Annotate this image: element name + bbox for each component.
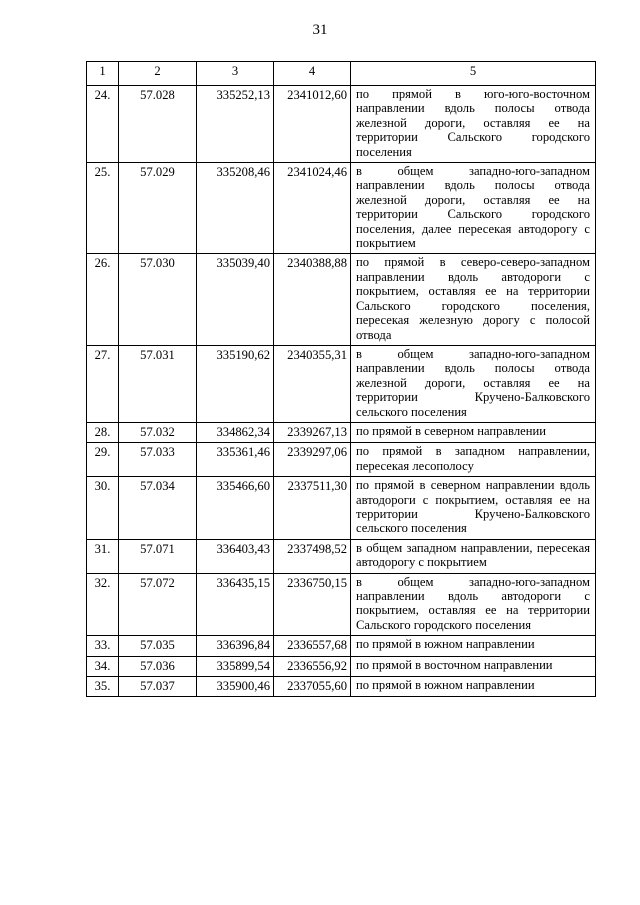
x-coordinate: 335361,46 xyxy=(197,443,274,477)
x-coordinate: 335190,62 xyxy=(197,345,274,422)
row-number: 31. xyxy=(87,539,119,573)
y-coordinate: 2336557,68 xyxy=(274,636,351,656)
table-row xyxy=(87,656,596,676)
row-number: 28. xyxy=(87,422,119,442)
point-id: 57.036 xyxy=(119,656,197,676)
x-coordinate: 335900,46 xyxy=(197,677,274,697)
point-id: 57.072 xyxy=(119,573,197,636)
y-coordinate: 2339267,13 xyxy=(274,422,351,442)
y-coordinate: 2337511,30 xyxy=(274,477,351,540)
header-col-1: 1 xyxy=(87,62,119,86)
row-number: 25. xyxy=(87,163,119,254)
table-header-row xyxy=(87,62,596,86)
page-number: 31 xyxy=(312,22,328,38)
point-id: 57.028 xyxy=(119,86,197,163)
row-number: 24. xyxy=(87,86,119,163)
x-coordinate: 335899,54 xyxy=(197,656,274,676)
x-coordinate: 336435,15 xyxy=(197,573,274,636)
point-id: 57.032 xyxy=(119,422,197,442)
y-coordinate: 2336750,15 xyxy=(274,573,351,636)
table-row xyxy=(87,573,596,636)
x-coordinate: 335039,40 xyxy=(197,254,274,345)
row-number: 29. xyxy=(87,443,119,477)
header-col-4: 4 xyxy=(274,62,351,86)
table-row xyxy=(87,636,596,656)
boundary-description: в общем западно-юго-западном направлении вдоль полосы отвода железной дороги, оставляя ее на территории Кручено-Балковского сельского поселения xyxy=(351,345,596,422)
header-col-2: 2 xyxy=(119,62,197,86)
point-id: 57.071 xyxy=(119,539,197,573)
boundary-description: по прямой в южном направлении xyxy=(351,677,596,697)
row-number: 32. xyxy=(87,573,119,636)
x-coordinate: 335252,13 xyxy=(197,86,274,163)
y-coordinate: 2340388,88 xyxy=(274,254,351,345)
boundary-table xyxy=(86,61,596,697)
boundary-description: по прямой в северном направлении вдоль автодороги с покрытием, оставляя ее на территории Кручено-Балковского сельского поселения xyxy=(351,477,596,540)
x-coordinate: 335208,46 xyxy=(197,163,274,254)
table-row xyxy=(87,539,596,573)
x-coordinate: 334862,34 xyxy=(197,422,274,442)
row-number: 34. xyxy=(87,656,119,676)
y-coordinate: 2336556,92 xyxy=(274,656,351,676)
table-row xyxy=(87,254,596,345)
boundary-description: по прямой в северном направлении xyxy=(351,422,596,442)
point-id: 57.030 xyxy=(119,254,197,345)
x-coordinate: 336396,84 xyxy=(197,636,274,656)
point-id: 57.034 xyxy=(119,477,197,540)
y-coordinate: 2341024,46 xyxy=(274,163,351,254)
table-row xyxy=(87,443,596,477)
y-coordinate: 2337055,60 xyxy=(274,677,351,697)
row-number: 27. xyxy=(87,345,119,422)
row-number: 35. xyxy=(87,677,119,697)
point-id: 57.029 xyxy=(119,163,197,254)
boundary-description: по прямой в восточном направлении xyxy=(351,656,596,676)
y-coordinate: 2339297,06 xyxy=(274,443,351,477)
y-coordinate: 2337498,52 xyxy=(274,539,351,573)
point-id: 57.035 xyxy=(119,636,197,656)
row-number: 30. xyxy=(87,477,119,540)
point-id: 57.037 xyxy=(119,677,197,697)
table-row xyxy=(87,677,596,697)
point-id: 57.031 xyxy=(119,345,197,422)
header-col-3: 3 xyxy=(197,62,274,86)
header-col-5: 5 xyxy=(351,62,596,86)
table-row xyxy=(87,345,596,422)
boundary-description: по прямой в юго-юго-восточном направлении вдоль полосы отвода железной дороги, оставляя ее на территории Сальского городского поселения xyxy=(351,86,596,163)
point-id: 57.033 xyxy=(119,443,197,477)
row-number: 33. xyxy=(87,636,119,656)
y-coordinate: 2340355,31 xyxy=(274,345,351,422)
boundary-description: по прямой в северо-северо-западном направлении вдоль автодороги с покрытием, оставляя ее на территории Сальского городского поселения, пересекая железную дорогу с полосой отвода xyxy=(351,254,596,345)
x-coordinate: 335466,60 xyxy=(197,477,274,540)
boundary-description: по прямой в западном направлении, пересекая лесополосу xyxy=(351,443,596,477)
x-coordinate: 336403,43 xyxy=(197,539,274,573)
table-row xyxy=(87,477,596,540)
table-row xyxy=(87,163,596,254)
y-coordinate: 2341012,60 xyxy=(274,86,351,163)
table-row xyxy=(87,86,596,163)
boundary-description: по прямой в южном направлении xyxy=(351,636,596,656)
boundary-description: в общем западно-юго-западном направлении вдоль автодороги с покрытием, оставляя ее на территории Сальского городского поселения xyxy=(351,573,596,636)
row-number: 26. xyxy=(87,254,119,345)
table-row xyxy=(87,422,596,442)
boundary-description: в общем западно-юго-западном направлении вдоль полосы отвода железной дороги, оставляя ее на территории Сальского городского поселения, далее пересекая автодорогу с покрытием xyxy=(351,163,596,254)
boundary-description: в общем западном направлении, пересекая автодорогу с покрытием xyxy=(351,539,596,573)
